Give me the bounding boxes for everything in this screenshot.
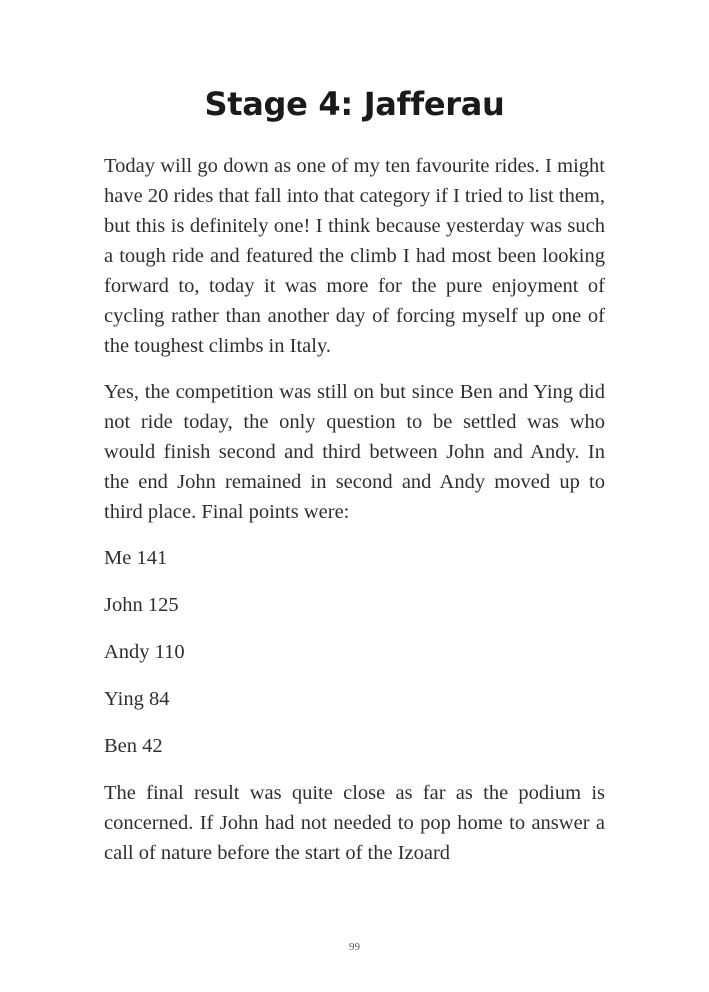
score-line-ying: Ying 84	[104, 688, 170, 710]
body-text	[104, 151, 605, 884]
score-line-andy: Andy 110	[104, 641, 185, 663]
page-number: 99	[349, 941, 360, 953]
paragraph-closing: The final result was quite close as far as the podium is concerned. If John had not needed to pop home to answer a call of nature before the start of the Izoard	[104, 782, 605, 864]
chapter-title: Stage 4: Jafferau	[204, 85, 505, 123]
score-line-me: Me 141	[104, 547, 168, 569]
paragraph-intro: Today will go down as one of my ten favourite rides. I might have 20 rides that fall into that category if I tried to list them, but this is definitely one! I think because yesterday was such a tough ride and featured the climb I had most been looking forward to, today it was more for the pure enjoyment of cycling rather than another day of forcing myself up one of the toughest climbs in Italy.	[104, 155, 605, 357]
score-line-ben: Ben 42	[104, 735, 163, 757]
paragraph-competition: Yes, the competition was still on but since Ben and Ying did not ride today, the only question to be settled was who would finish second and third between John and Andy. In the end John remained in second and Andy moved up to third place. Final points were:	[104, 381, 605, 523]
score-line-john: John 125	[104, 594, 179, 616]
